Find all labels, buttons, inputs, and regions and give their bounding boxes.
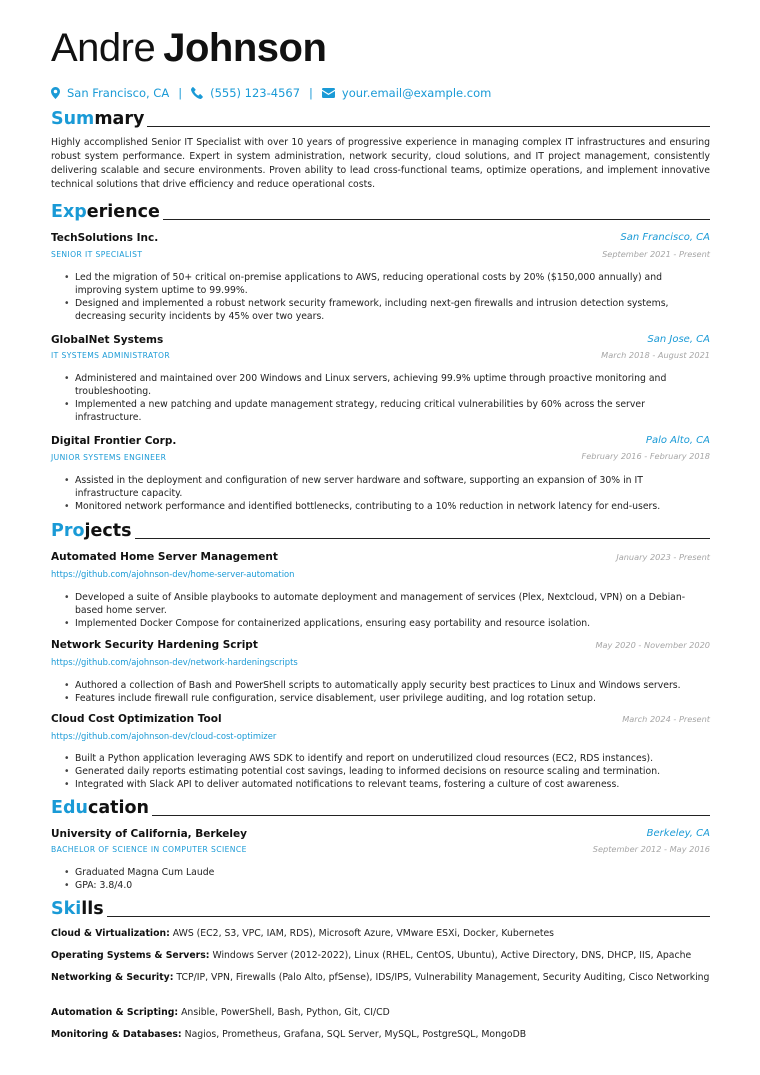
- skill-label: Networking & Security:: [51, 972, 174, 983]
- company-name: GlobalNet Systems: [51, 334, 164, 346]
- list-item: • Designed and implemented a robust network security framework, including next-gen firewalls and intrusion detection systems, decreasing security incidents by 45% over two years.: [64, 297, 708, 323]
- education-dates: September 2012 - May 2016: [592, 844, 710, 854]
- last-name: Johnson: [163, 26, 327, 70]
- project-name: Network Security Hardening Script: [51, 639, 258, 651]
- experience-heading: [51, 204, 710, 222]
- contact-separator: |: [309, 86, 313, 100]
- school-name: University of California, Berkeley: [51, 828, 247, 840]
- project-name: Automated Home Server Management: [51, 551, 278, 563]
- project-dates: January 2023 - Present: [616, 552, 710, 562]
- list-item: • Generated daily reports estimating potential cost savings, leading to informed decisions on resource scaling and termination.: [64, 765, 708, 778]
- first-name: Andre: [51, 26, 156, 70]
- phone-text: (555) 123-4567: [210, 86, 301, 100]
- list-item: • Built a Python application leveraging AWS SDK to identify and report on underutilized cloud resources (EC2, RDS instances).: [64, 752, 708, 765]
- skill-label: Operating Systems & Servers:: [51, 950, 210, 961]
- job-location: San Jose, CA: [647, 334, 710, 345]
- project-name: Cloud Cost Optimization Tool: [51, 713, 222, 725]
- skill-value: Windows Server (2012-2022), Linux (RHEL, CentOS, Ubuntu), Active Directory, DNS, DHCP, IIS, Apache: [212, 950, 692, 961]
- skill-label: Cloud & Virtualization:: [51, 928, 170, 939]
- skill-row: [51, 1006, 710, 1020]
- list-item: • Authored a collection of Bash and PowerShell scripts to automatically apply security best practices to Linux and Windows servers.: [64, 679, 708, 692]
- section-title: Projects: [51, 521, 132, 541]
- skills-heading: [51, 901, 710, 919]
- job-dates: March 2018 - August 2021: [601, 350, 710, 360]
- section-title: Summary: [51, 109, 145, 129]
- contact-separator: |: [178, 86, 183, 100]
- bullet-list: [64, 866, 708, 892]
- project-link[interactable]: https://github.com/ajohnson-dev/network-hardeningscripts: [51, 657, 298, 667]
- bullet-list: [64, 271, 708, 323]
- section-title: Skills: [51, 899, 104, 919]
- contact-email[interactable]: [322, 86, 491, 100]
- list-item: • Implemented Docker Compose for containerized applications, ensuring easy portability and resource isolation.: [64, 617, 708, 630]
- job-location: San Francisco, CA: [620, 232, 710, 243]
- skill-row: [51, 949, 710, 963]
- summary-text: Highly accomplished Senior IT Specialist with over 10 years of progressive experience in managing complex IT infrastructures and ensuring robust system performance. Expert in system administration, network security, cloud solutions, and IT project management, consistently delivering scalable and secure environments. Proven ability to lead cross-functional teams, optimize operations, and implement innovative technical solutions that drive efficiency and reduce operational costs.: [51, 137, 710, 190]
- list-item: • Assisted in the deployment and configuration of new server hardware and software, supporting an expansion of 30% in IT infrastructure capacity.: [64, 474, 708, 500]
- bullet-list: [64, 752, 708, 791]
- job-location: Palo Alto, CA: [645, 435, 710, 446]
- job-dates: February 2016 - February 2018: [581, 451, 710, 461]
- company-name: TechSolutions Inc.: [51, 232, 159, 244]
- section-title: Education: [51, 798, 149, 818]
- section-divider: [147, 126, 710, 127]
- education-heading: [51, 800, 710, 818]
- skill-row: [51, 971, 710, 985]
- bullet-list: [64, 474, 708, 513]
- job-title: SENIOR IT SPECIALIST: [51, 250, 143, 259]
- skill-value: Ansible, PowerShell, Bash, Python, Git, CI/CD: [181, 1007, 390, 1018]
- bullet-list: [64, 679, 708, 705]
- skill-value: TCP/IP, VPN, Firewalls (Palo Alto, pfSense), IDS/IPS, Vulnerability Management, Security Auditing, Cisco Networking: [176, 972, 710, 983]
- skill-value: Nagios, Prometheus, Grafana, SQL Server, MySQL, PostgreSQL, MongoDB: [184, 1029, 527, 1040]
- company-name: Digital Frontier Corp.: [51, 435, 177, 447]
- list-item: • Implemented a new patching and update management strategy, reducing critical vulnerabilities by 60% across the server infrastructure.: [64, 398, 708, 424]
- section-divider: [163, 219, 710, 220]
- section-divider: [152, 815, 710, 816]
- job-title: IT SYSTEMS ADMINISTRATOR: [51, 351, 171, 360]
- degree: BACHELOR OF SCIENCE IN COMPUTER SCIENCE: [51, 845, 247, 854]
- list-item: • Led the migration of 50+ critical on-premise applications to AWS, reducing operational costs by 20% ($150,000 annually) and improving system uptime to 99.99%.: [64, 271, 708, 297]
- summary-heading: [51, 111, 710, 129]
- section-divider: [107, 916, 710, 917]
- map-pin-icon: [51, 87, 60, 99]
- email-text: your.email@example.com: [341, 86, 492, 100]
- job-dates: September 2021 - Present: [602, 249, 710, 259]
- project-dates: March 2024 - Present: [622, 714, 710, 724]
- skill-label: Monitoring & Databases:: [51, 1029, 182, 1040]
- list-item: • Integrated with Slack API to deliver automated notifications to relevant teams, fostering a culture of cost awareness.: [64, 778, 708, 791]
- project-link[interactable]: https://github.com/ajohnson-dev/home-server-automation: [51, 569, 295, 579]
- candidate-name: [51, 28, 326, 68]
- skill-value: AWS (EC2, S3, VPC, IAM, RDS), Microsoft Azure, VMware ESXi, Docker, Kubernetes: [172, 928, 555, 939]
- section-title: Experience: [51, 202, 160, 222]
- list-item: • GPA: 3.8/4.0: [64, 879, 708, 892]
- location-text: San Francisco, CA: [67, 86, 170, 100]
- projects-heading: [51, 523, 710, 541]
- contact-phone[interactable]: [191, 86, 300, 100]
- list-item: • Administered and maintained over 200 Windows and Linux servers, achieving 99.9% uptime through proactive monitoring and troubleshooting.: [64, 372, 708, 398]
- list-item: • Graduated Magna Cum Laude: [64, 866, 708, 879]
- contact-location: [51, 86, 169, 100]
- project-link[interactable]: https://github.com/ajohnson-dev/cloud-cost-optimizer: [51, 731, 277, 741]
- list-item: • Monitored network performance and identified bottlenecks, contributing to a 10% reduction in network latency for end-users.: [64, 500, 708, 513]
- project-dates: May 2020 - November 2020: [595, 640, 710, 650]
- contact-line: [51, 86, 491, 100]
- list-item: • Developed a suite of Ansible playbooks to automate deployment and management of services (Plex, Nextcloud, VPN) on a Debian-based home server.: [64, 591, 708, 617]
- school-location: Berkeley, CA: [646, 828, 710, 839]
- skill-label: Automation & Scripting:: [51, 1007, 179, 1018]
- list-item: • Features include firewall rule configuration, service disablement, user privilege auditing, and log rotation setup.: [64, 692, 708, 705]
- envelope-icon: [322, 88, 335, 98]
- bullet-list: [64, 591, 708, 630]
- section-divider: [135, 538, 710, 539]
- phone-icon: [191, 87, 203, 99]
- skill-row: [51, 1028, 710, 1042]
- job-title: JUNIOR SYSTEMS ENGINEER: [51, 453, 167, 462]
- bullet-list: [64, 372, 708, 424]
- skill-row: [51, 927, 710, 941]
